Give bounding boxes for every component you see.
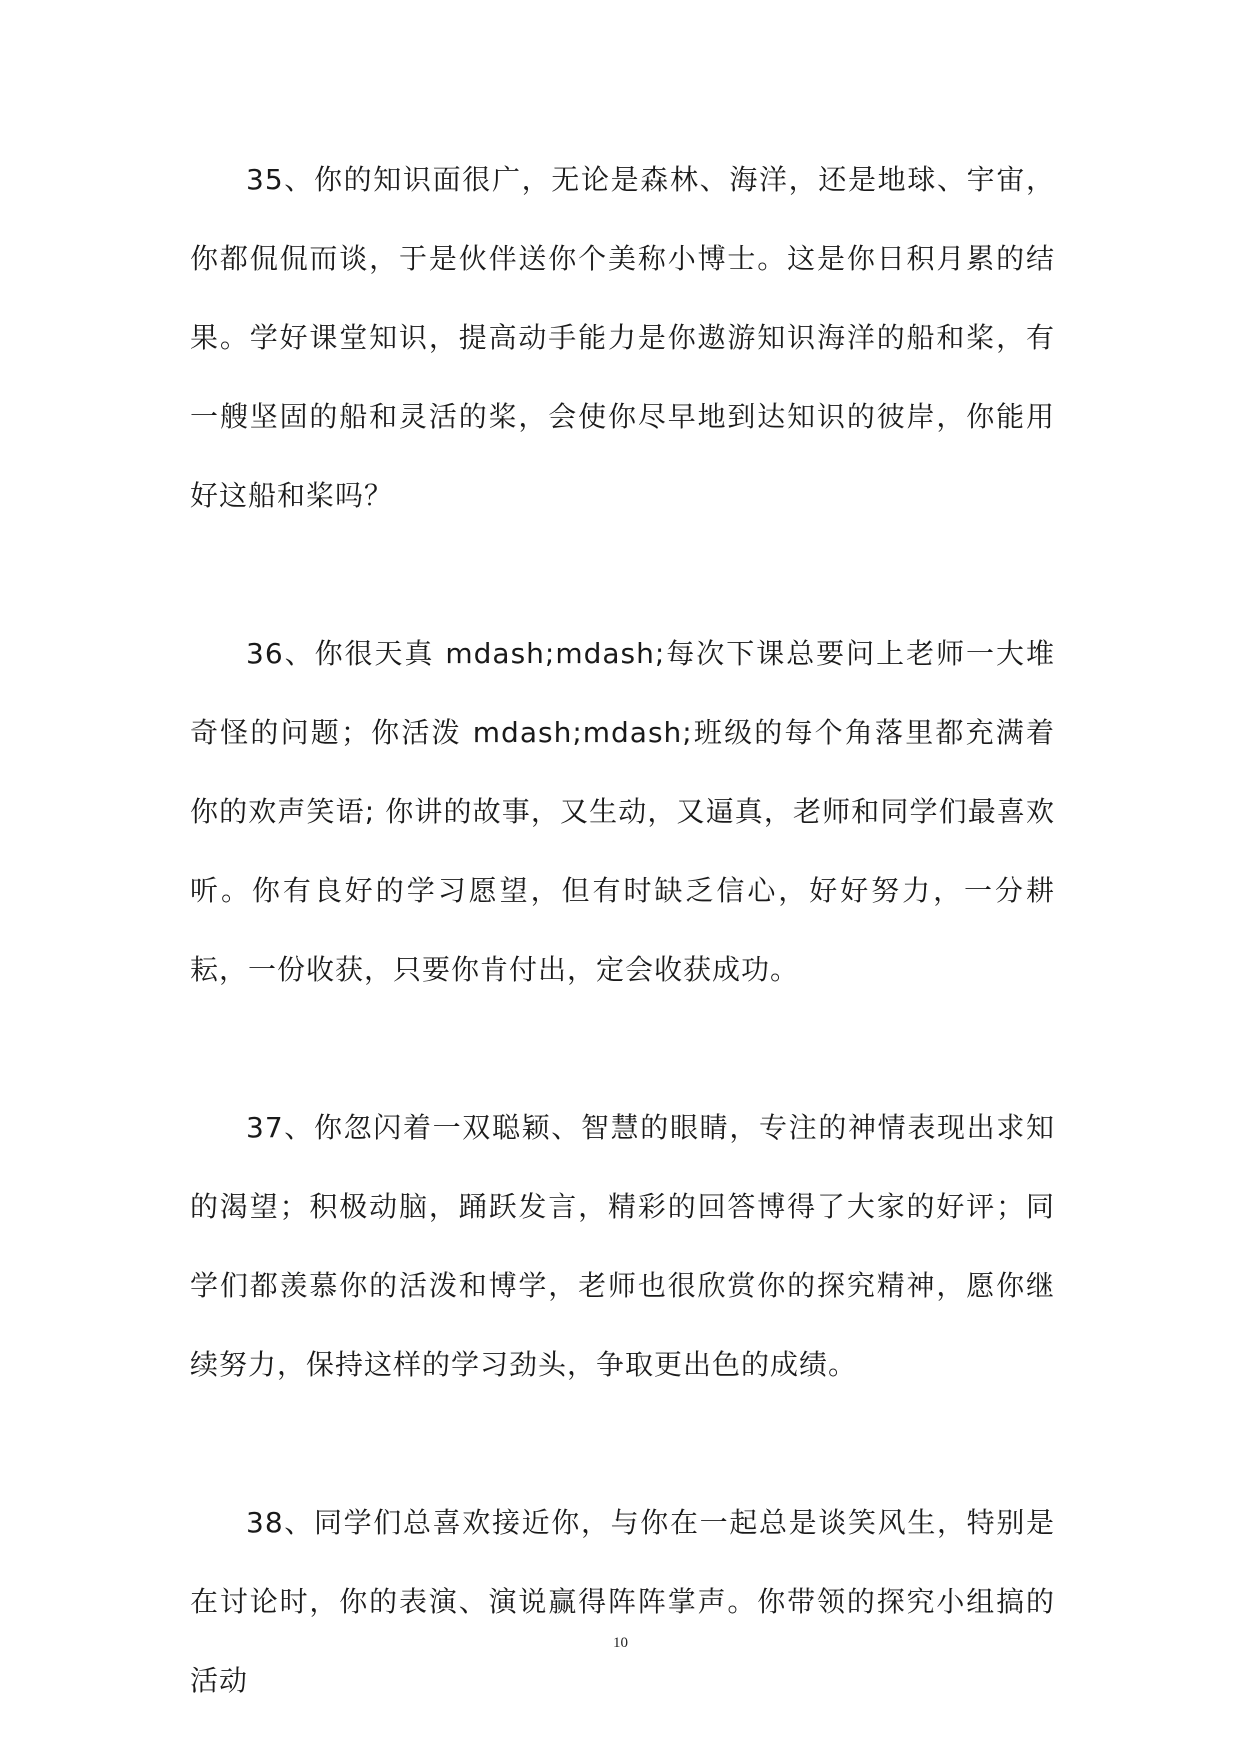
paragraph-36: 36、你很天真 mdash;mdash;每次下课总要问上老师一大堆奇怪的问题；你活泼 mdash;mdash;班级的每个角落里都充满着你的欢声笑语; 你讲的故事，又生动，又逼真，老师和同学们最喜欢听。你有良好的学习愿望，但有时缺乏信心，好好努力，一分耕耘，一份收获，只要你肯付出，定会收获成功。 [190, 637, 1055, 986]
paragraph-38: 38、同学们总喜欢接近你，与你在一起总是谈笑风生，特别是在讨论时，你的表演、演说赢得阵阵掌声。你带领的探究小组搞的活动 [190, 1506, 1055, 1697]
page-number: 10 [613, 1635, 628, 1651]
paragraph-37: 37、你忽闪着一双聪颖、智慧的眼睛，专注的神情表现出求知的渴望；积极动脑，踊跃发言，精彩的回答博得了大家的好评；同学们都羡慕你的活泼和博学，老师也很欣赏你的探究精神，愿你继续努力，保持这样的学习劲头，争取更出色的成绩。 [190, 1111, 1055, 1381]
document-body [190, 140, 1055, 1720]
paragraph-35: 35、你的知识面很广，无论是森林、海洋，还是地球、宇宙，你都侃侃而谈，于是伙伴送你个美称小博士。这是你日积月累的结果。学好课堂知识，提高动手能力是你遨游知识海洋的船和桨，有一艘坚固的船和灵活的桨，会使你尽早地到达知识的彼岸，你能用好这船和桨吗？ [190, 163, 1055, 512]
